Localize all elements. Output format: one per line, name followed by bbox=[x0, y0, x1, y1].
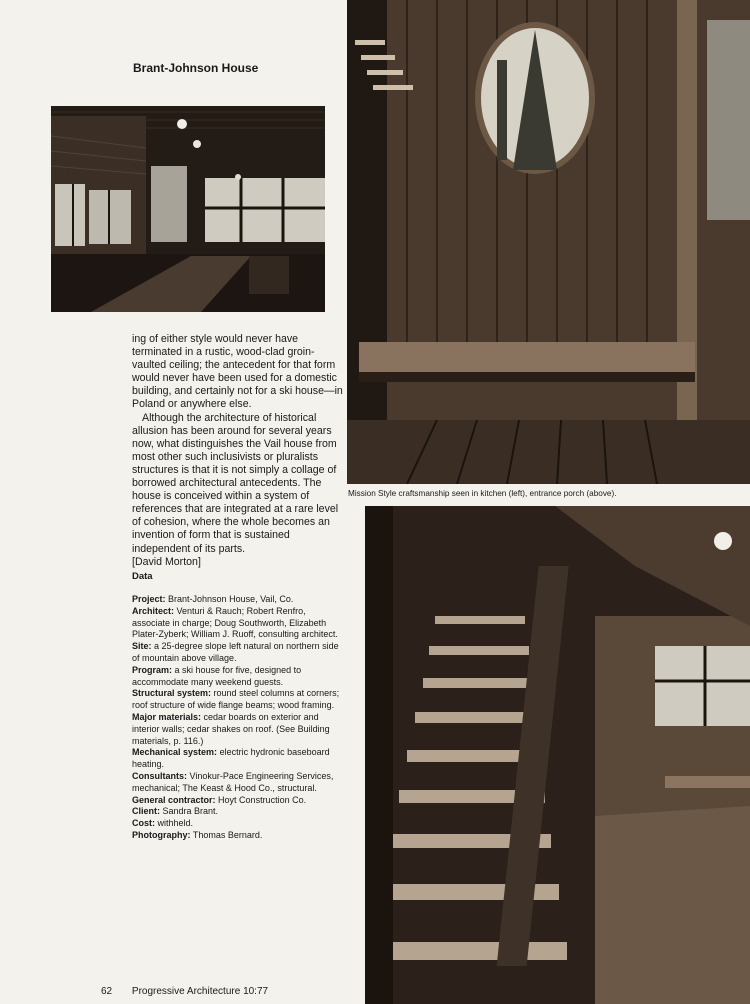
data-item bbox=[132, 688, 344, 712]
data-item bbox=[132, 712, 344, 747]
data-value: a ski house for five, designed to accommodate many weekend guests. bbox=[132, 664, 302, 687]
data-list bbox=[132, 594, 344, 842]
data-value: Sandra Brant. bbox=[162, 806, 219, 817]
data-item bbox=[132, 830, 344, 842]
page-number: 62 bbox=[101, 986, 113, 997]
data-value: Brant-Johnson House, Vail, Co. bbox=[168, 594, 294, 604]
data-label: Structural system: bbox=[132, 688, 212, 699]
data-value: cedar boards on exterior and interior walls; cedar shakes on roof. (See Building materials, p. 116.) bbox=[132, 711, 330, 746]
data-item bbox=[132, 641, 344, 665]
data-value: round steel columns at corners; roof structure of wide flange beams; wood framing. bbox=[132, 688, 340, 711]
data-label: Mechanical system: bbox=[132, 747, 218, 758]
data-value: Vinokur-Pace Engineering Services, mechanical; The Keast & Hood Co., structural. bbox=[132, 770, 334, 793]
data-item bbox=[132, 795, 344, 807]
photo-caption: Mission Style craftsmanship seen in kitchen (left), entrance porch (above). bbox=[348, 489, 617, 498]
data-label: Consultants: bbox=[132, 770, 187, 781]
data-item bbox=[132, 594, 344, 606]
data-item bbox=[132, 818, 344, 830]
page-title: Brant-Johnson House bbox=[133, 61, 259, 75]
data-value: Venturi & Rauch; Robert Renfro, associate in charge; Doug Southworth, Elizabeth Plater-Zyberk; William J. Ruoff, consulting architect. bbox=[132, 605, 338, 640]
data-label: Architect: bbox=[132, 605, 175, 616]
data-item bbox=[132, 806, 344, 818]
data-value: Hoyt Construction Co. bbox=[218, 794, 307, 805]
byline: [David Morton] bbox=[132, 555, 201, 568]
data-value: Thomas Bernard. bbox=[192, 829, 263, 840]
data-label: Project: bbox=[132, 594, 166, 604]
data-item bbox=[132, 665, 344, 689]
publication-name: Progressive Architecture 10:77 bbox=[131, 986, 269, 997]
data-item bbox=[132, 606, 344, 641]
data-label: Client: bbox=[132, 806, 160, 817]
kitchen-photo bbox=[51, 106, 325, 312]
paragraph: ing of either style would never have terminated in a rustic, wood-clad groin-vaulted ceiling; the antecedent for that form would never have been used for a domestic building, and certainly not for a ski house—in Poland or anywhere else. bbox=[132, 333, 343, 411]
data-item bbox=[132, 747, 344, 771]
data-heading: Data bbox=[132, 571, 153, 582]
data-label: Major materials: bbox=[132, 711, 202, 722]
data-value: withheld. bbox=[157, 818, 194, 829]
data-label: Photography: bbox=[132, 829, 191, 840]
page-footer bbox=[101, 986, 285, 997]
data-label: Program: bbox=[132, 664, 173, 675]
data-value: a 25-degree slope left natural on northern side of mountain above village. bbox=[132, 641, 339, 663]
data-label: General contractor: bbox=[132, 794, 216, 805]
data-item bbox=[132, 771, 344, 795]
article-body bbox=[132, 333, 344, 569]
data-label: Site: bbox=[132, 641, 152, 652]
data-value: electric hydronic baseboard heating. bbox=[132, 747, 330, 770]
paragraph: Although the architecture of historical allusion has been around for several years now, what distinguishes the Vail house from most other such inclusivists or pluralists structures is that it is not simply a collage of borrowed architectural antecedents. The house is conceived within a system of references that are integrated at a rare level of cohesion, where the whole becomes an invention of form that is sustained independent of its parts. bbox=[132, 411, 339, 555]
staircase-photo bbox=[365, 506, 750, 1004]
data-label: Cost: bbox=[132, 818, 155, 829]
entrance-porch-photo bbox=[347, 0, 750, 484]
